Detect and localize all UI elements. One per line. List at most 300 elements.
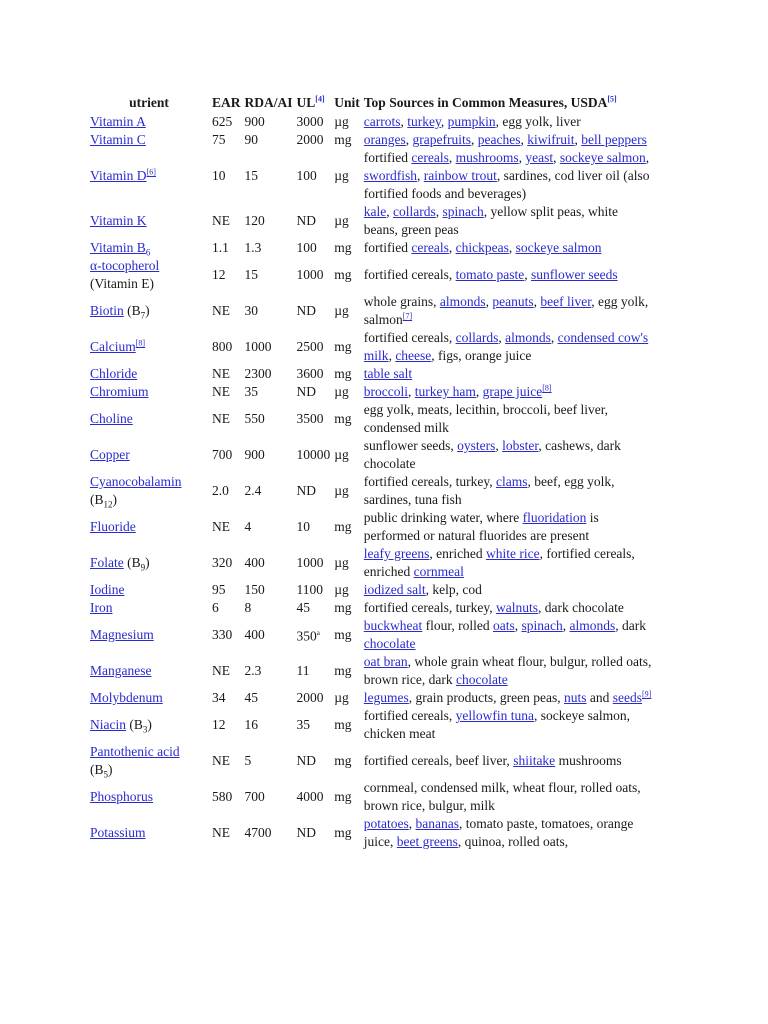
source-ref-sup [642, 690, 651, 699]
source-link[interactable]: white rice [486, 546, 540, 561]
ul-value-text: 10000 [296, 447, 331, 462]
source-link[interactable]: yellowfin tuna [455, 708, 534, 723]
ear-value-text: 700 [212, 447, 233, 462]
source-text: , [485, 294, 493, 309]
unit-value [334, 293, 360, 329]
table-row [90, 815, 654, 851]
rda-value [245, 653, 293, 689]
source-text: , tomato paste, tomatoes, orange juice, [363, 816, 634, 849]
rda-value [245, 203, 293, 239]
nutrient-name-subscript[interactable]: 6 [145, 247, 151, 258]
rda-value [245, 401, 293, 437]
rda-value [245, 617, 293, 653]
source-link[interactable]: chocolate [363, 636, 416, 651]
ear-value [212, 383, 241, 401]
ul-value-text: 100 [296, 240, 317, 255]
nutrient-name-cell [90, 329, 208, 365]
nutrient-name-link[interactable]: Potassium [90, 825, 146, 840]
ear-value [212, 401, 241, 437]
source-link[interactable]: kale [363, 204, 387, 219]
nutrient-name-link[interactable]: Vitamin D [90, 168, 147, 183]
unit-value [334, 689, 360, 707]
unit-value [334, 113, 360, 131]
source-text: , [520, 132, 528, 147]
ul-value [297, 743, 331, 779]
ul-value [297, 149, 331, 203]
source-text: and [586, 690, 613, 705]
ear-value-text: NE [212, 411, 230, 426]
rda-value-text: 400 [244, 627, 265, 642]
nutrient-name-link[interactable]: Magnesium [90, 627, 154, 642]
rda-value [245, 257, 293, 293]
ear-value-text: 330 [212, 627, 233, 642]
unit-value-text: mg [334, 366, 352, 381]
source-link[interactable]: almonds [439, 294, 486, 309]
rda-value-text: 45 [244, 690, 259, 705]
nutrient-name-cell [90, 509, 208, 545]
nutrient-name-cell [90, 617, 208, 653]
ul-value-text: 350 [296, 628, 317, 644]
nutrient-name-link[interactable]: Manganese [90, 663, 152, 678]
unit-value-text: µg [334, 582, 349, 597]
unit-value-text: µg [334, 168, 349, 183]
nutrient-name-link[interactable]: Vitamin C [90, 132, 146, 147]
source-link[interactable]: iodized salt [363, 582, 426, 597]
ul-value-text: 4000 [296, 789, 324, 804]
ul-value-text: 1000 [296, 267, 324, 282]
table-row [90, 473, 654, 509]
ear-value [212, 545, 241, 581]
nutrient-name-subscript: 7 [140, 310, 146, 321]
ear-value [212, 815, 241, 851]
source-text: , [508, 240, 516, 255]
table-row [90, 617, 654, 653]
source-text: , [440, 114, 448, 129]
nutrient-name-link[interactable]: Folate [90, 555, 124, 570]
source-text: , dark chocolate [537, 600, 624, 615]
ear-value [212, 473, 241, 509]
source-link[interactable]: spinach [521, 618, 563, 633]
rda-value [245, 743, 293, 779]
source-text: fortified cereals, turkey, [363, 474, 496, 489]
nutrient-name-link[interactable]: Calcium [90, 339, 136, 354]
nutrient-name-text: (B [123, 303, 141, 318]
unit-value [334, 473, 360, 509]
rda-value-text: 700 [244, 789, 265, 804]
source-link[interactable]: turkey [407, 114, 441, 129]
rda-value [245, 545, 293, 581]
source-link[interactable]: grapefruits [412, 132, 472, 147]
nutrient-name-subscript: 9 [140, 562, 146, 573]
unit-value [334, 203, 360, 239]
nutrient-name-text: (Vitamin E) [90, 276, 155, 291]
ul-value-text: 11 [296, 663, 310, 678]
ear-value-text: 2.0 [212, 483, 229, 498]
source-link[interactable]: sockeye salmon [515, 240, 602, 255]
source-text: , cashews, dark chocolate [363, 438, 621, 471]
rda-value [245, 689, 293, 707]
source-link[interactable]: tomato paste [455, 267, 525, 282]
unit-value-text: µg [334, 213, 349, 228]
source-link[interactable]: cheese [395, 348, 432, 363]
nutrient-name-link[interactable]: Vitamin A [90, 114, 146, 129]
nutrient-name-cell [90, 815, 208, 851]
nutrient-name-link[interactable]: Fluoride [90, 519, 136, 534]
source-link[interactable]: lobster [502, 438, 539, 453]
ul-value-text: ND [296, 753, 317, 768]
source-link[interactable]: condensed cow's milk [363, 330, 649, 363]
source-link[interactable]: swordfish [363, 168, 418, 183]
source-ref-sup [403, 312, 412, 321]
nutrient-name-subscript: 3 [142, 724, 148, 735]
source-link[interactable]: pumpkin [447, 114, 496, 129]
nutrient-name-cell [90, 401, 208, 437]
nutrient-name-text: (B [90, 762, 104, 777]
nutrient-name-link[interactable]: Vitamin K [90, 213, 147, 228]
table-row [90, 509, 654, 545]
nutrient-name-link[interactable]: Iodine [90, 582, 125, 597]
source-link[interactable]: cornmeal [413, 564, 464, 579]
unit-value-text: mg [334, 825, 352, 840]
nutrient-name-cell [90, 293, 208, 329]
nutrient-name-cell [90, 473, 208, 509]
unit-value-text: µg [334, 483, 349, 498]
source-text: , [574, 132, 582, 147]
sources-cell [364, 545, 654, 581]
nutrient-name-cell [90, 599, 208, 617]
sources-cell [364, 779, 654, 815]
source-text: , [518, 150, 526, 165]
source-text: , [386, 204, 394, 219]
nutrient-name-text: (B [123, 555, 141, 570]
source-link[interactable]: table salt [363, 366, 413, 381]
ear-value [212, 581, 241, 599]
source-text: , fortified cereals, enriched [363, 546, 635, 579]
source-link[interactable]: mushrooms [455, 150, 519, 165]
ear-value [212, 239, 241, 257]
nutrient-table-document [86, 93, 676, 851]
unit-value [334, 581, 360, 599]
source-link[interactable]: almonds [505, 330, 551, 345]
source-link[interactable]: almonds [569, 618, 616, 633]
sources-cell [364, 113, 654, 131]
source-text: fortified cereals, [363, 330, 456, 345]
ul-value [297, 437, 331, 473]
source-text: fortified cereals, [363, 708, 456, 723]
source-text: , [388, 348, 396, 363]
source-link[interactable]: clams [495, 474, 528, 489]
unit-value [334, 383, 360, 401]
source-link[interactable]: oat bran [363, 654, 408, 669]
source-text: , [448, 240, 456, 255]
source-link[interactable]: collards [393, 204, 436, 219]
unit-value-text: mg [334, 717, 352, 732]
nutrient-name-text: ) [108, 762, 113, 777]
source-reference-link[interactable]: [9] [642, 689, 652, 699]
source-link[interactable]: bell peppers [581, 132, 647, 147]
source-link[interactable]: collards [455, 330, 499, 345]
source-text: , [435, 204, 443, 219]
source-text: , sockeye salmon, chicken meat [363, 708, 630, 741]
ear-value [212, 599, 241, 617]
unit-value [334, 365, 360, 383]
nutrient-name-reference-link[interactable]: [8] [135, 338, 146, 348]
ul-value [297, 707, 331, 743]
nutrient-name-cell [90, 131, 208, 149]
source-link[interactable]: peanuts [492, 294, 534, 309]
nutrient-name-cell [90, 653, 208, 689]
header-ul-ref-link[interactable]: [4] [315, 94, 325, 104]
source-text: , [400, 114, 408, 129]
table-row [90, 437, 654, 473]
nutrient-name-link[interactable]: Chromium [90, 384, 149, 399]
ear-value [212, 689, 241, 707]
header-ul: UL[4] [296, 94, 325, 110]
ul-value [297, 329, 331, 365]
ul-footnote-marker: a [316, 629, 320, 638]
source-link[interactable]: peaches [477, 132, 521, 147]
table-row [90, 149, 654, 203]
source-text: , [448, 150, 456, 165]
ul-value [297, 779, 331, 815]
rda-value-text: 900 [244, 447, 265, 462]
source-text: , kelp, cod [425, 582, 482, 597]
unit-value [334, 131, 360, 149]
ear-value [212, 509, 241, 545]
ul-value [297, 131, 331, 149]
ul-value-text: ND [296, 384, 317, 399]
table-row [90, 239, 654, 257]
source-reference-link[interactable]: [7] [402, 311, 413, 321]
source-link[interactable]: carrots [363, 114, 401, 129]
nutrient-name-link[interactable]: Pantothenic acid [90, 744, 180, 759]
source-link[interactable]: oysters [457, 438, 496, 453]
rda-value [245, 329, 293, 365]
unit-value [334, 743, 360, 779]
nutrient-table [86, 93, 658, 851]
nutrient-name-link[interactable]: Chloride [90, 366, 138, 381]
unit-value [334, 437, 360, 473]
unit-value-text: µg [334, 303, 349, 318]
unit-value-text: µg [334, 114, 349, 129]
sources-cell [364, 599, 654, 617]
nutrient-name-text: ) [112, 492, 117, 507]
nutrient-name-link[interactable]: Choline [90, 411, 133, 426]
nutrient-name-cell [90, 743, 208, 779]
unit-value-text: µg [334, 690, 349, 705]
source-link[interactable]: oranges [363, 132, 406, 147]
sources-cell [364, 401, 654, 437]
unit-value-text: mg [334, 132, 352, 147]
unit-value-text: µg [334, 384, 349, 399]
source-link[interactable]: nuts [564, 690, 587, 705]
unit-value-text: mg [334, 267, 352, 282]
source-link[interactable]: seeds [612, 690, 643, 705]
source-text: , [475, 384, 483, 399]
source-link[interactable]: chocolate [456, 672, 508, 687]
unit-value [334, 401, 360, 437]
source-link[interactable]: bananas [415, 816, 460, 831]
source-link[interactable]: grape juice [482, 384, 543, 399]
nutrient-name-link[interactable]: Biotin [90, 303, 124, 318]
header-nutrient: utrient [129, 95, 169, 110]
nutrient-name-link[interactable]: Iron [90, 600, 113, 615]
sources-cell [364, 365, 654, 383]
ear-value-text: 95 [212, 582, 226, 597]
source-text: fortified cereals, turkey, [363, 600, 496, 615]
unit-value [334, 599, 360, 617]
header-unit: Unit [334, 95, 360, 110]
source-text: , [471, 132, 478, 147]
nutrient-name-cell [90, 779, 208, 815]
nutrient-name-link[interactable]: Vitamin B [90, 240, 146, 255]
source-link[interactable]: oats [492, 618, 515, 633]
nutrient-name-link[interactable]: Copper [90, 447, 130, 462]
source-link[interactable]: yeast [525, 150, 554, 165]
unit-value-text: mg [334, 753, 352, 768]
source-link[interactable]: walnuts [495, 600, 538, 615]
ear-value-text: 320 [212, 555, 233, 570]
source-text: , [550, 330, 558, 345]
source-link[interactable]: spinach [442, 204, 484, 219]
nutrient-name-reference-link[interactable]: [6] [146, 167, 156, 177]
header-sources-ref-link[interactable]: [5] [607, 94, 617, 104]
ear-value-text: 12 [212, 717, 226, 732]
sources-cell [364, 815, 654, 851]
ear-value [212, 779, 241, 815]
source-link[interactable]: sunflower seeds [530, 267, 618, 282]
rda-value-text: 8 [244, 600, 252, 615]
source-text: , egg yolk, salmon [363, 294, 649, 327]
source-link[interactable]: fluoridation [522, 510, 587, 525]
source-reference-link[interactable]: [8] [542, 383, 552, 393]
ear-value [212, 257, 241, 293]
source-link[interactable]: beef liver [540, 294, 592, 309]
sources-cell [364, 383, 654, 401]
unit-value [334, 653, 360, 689]
ear-value [212, 707, 241, 743]
source-link[interactable]: chickpeas [455, 240, 509, 255]
source-link[interactable]: kiwifruit [527, 132, 575, 147]
ul-value-text: 45 [296, 600, 311, 615]
source-text: , [498, 330, 506, 345]
source-text: flour, rolled [422, 618, 493, 633]
source-text: , enriched [429, 546, 486, 561]
source-link[interactable]: shiitake [513, 753, 556, 768]
rda-value [245, 113, 293, 131]
ear-value [212, 653, 241, 689]
header-row [90, 93, 654, 113]
rda-value-text: 30 [244, 303, 259, 318]
source-text: egg yolk, meats, lecithin, broccoli, beef liver, condensed milk [363, 402, 609, 435]
rda-value-text: 15 [244, 267, 259, 282]
source-text: cornmeal, condensed milk, wheat flour, rolled oats, brown rice, bulgur, milk [363, 780, 641, 813]
ul-value-text: 10 [296, 519, 311, 534]
rda-value-text: 16 [244, 717, 259, 732]
source-text: fortified cereals, [363, 267, 456, 282]
ear-value-text: NE [212, 663, 230, 678]
unit-value-text: mg [334, 663, 352, 678]
ul-value-text: ND [296, 825, 317, 840]
ul-value [297, 599, 331, 617]
ul-value [297, 257, 331, 293]
source-link[interactable]: turkey ham [414, 384, 476, 399]
source-link[interactable]: beet greens [396, 834, 458, 849]
rda-value [245, 437, 293, 473]
source-text: , grain products, green peas, [408, 690, 564, 705]
source-text: , whole grain wheat flour, bulgur, rolled oats, brown rice, dark [363, 654, 652, 687]
unit-value-text: mg [334, 240, 352, 255]
nutrient-name-link[interactable]: Phosphorus [90, 789, 154, 804]
table-row [90, 293, 654, 329]
nutrient-name-link[interactable]: α-tocopherol [90, 258, 160, 273]
source-text: whole grains, [363, 294, 440, 309]
ul-value [297, 653, 331, 689]
table-row [90, 707, 654, 743]
unit-value-text: µg [334, 447, 349, 462]
rda-value-text: 120 [244, 213, 265, 228]
nutrient-name-link[interactable]: Cyanocobalamin [90, 474, 182, 489]
ear-value [212, 743, 241, 779]
unit-value-text: mg [334, 339, 352, 354]
source-link[interactable]: cereals [411, 240, 449, 255]
sources-cell [364, 689, 654, 707]
sources-cell [364, 293, 654, 329]
rda-value [245, 383, 293, 401]
unit-value [334, 707, 360, 743]
rda-value-text: 2.4 [244, 483, 262, 498]
source-link[interactable]: potatoes [363, 816, 409, 831]
rda-value [245, 599, 293, 617]
table-row [90, 581, 654, 599]
source-link[interactable]: buckwheat [363, 618, 423, 633]
table-row [90, 203, 654, 239]
rda-value-text: 150 [244, 582, 265, 597]
header-sources: Top Sources in Common Measures, USDA[5] [363, 94, 617, 110]
source-link[interactable]: sockeye salmon [559, 150, 646, 165]
table-row [90, 743, 654, 779]
ul-value [297, 383, 331, 401]
ul-value-text: ND [296, 303, 317, 318]
nutrient-name-link[interactable]: Molybdenum [90, 690, 163, 705]
source-link[interactable]: cereals [411, 150, 449, 165]
ul-value-text: 2500 [296, 339, 324, 354]
ear-value [212, 329, 241, 365]
table-row [90, 383, 654, 401]
nutrient-name-ref-sup [147, 168, 156, 177]
rda-value-text: 15 [244, 168, 259, 183]
source-link[interactable]: rainbow trout [423, 168, 497, 183]
source-text: , [524, 267, 531, 282]
sources-cell [364, 239, 654, 257]
ear-value-text: 6 [212, 600, 219, 615]
nutrient-name-link[interactable]: Niacin [90, 717, 126, 732]
source-link[interactable]: legumes [363, 690, 409, 705]
ear-value-text: 1.1 [212, 240, 229, 255]
source-text: , beef, egg yolk, sardines, tuna fish [363, 474, 615, 507]
ear-value-text: 800 [212, 339, 233, 354]
source-link[interactable]: broccoli [363, 384, 409, 399]
source-text: fortified [363, 240, 412, 255]
nutrient-name-cell [90, 581, 208, 599]
unit-value [334, 509, 360, 545]
source-text: , [495, 438, 503, 453]
source-text: sunflower seeds, [363, 438, 458, 453]
rda-value [245, 131, 293, 149]
source-link[interactable]: leafy greens [363, 546, 430, 561]
rda-value-text: 90 [244, 132, 259, 147]
source-text: , [405, 132, 413, 147]
